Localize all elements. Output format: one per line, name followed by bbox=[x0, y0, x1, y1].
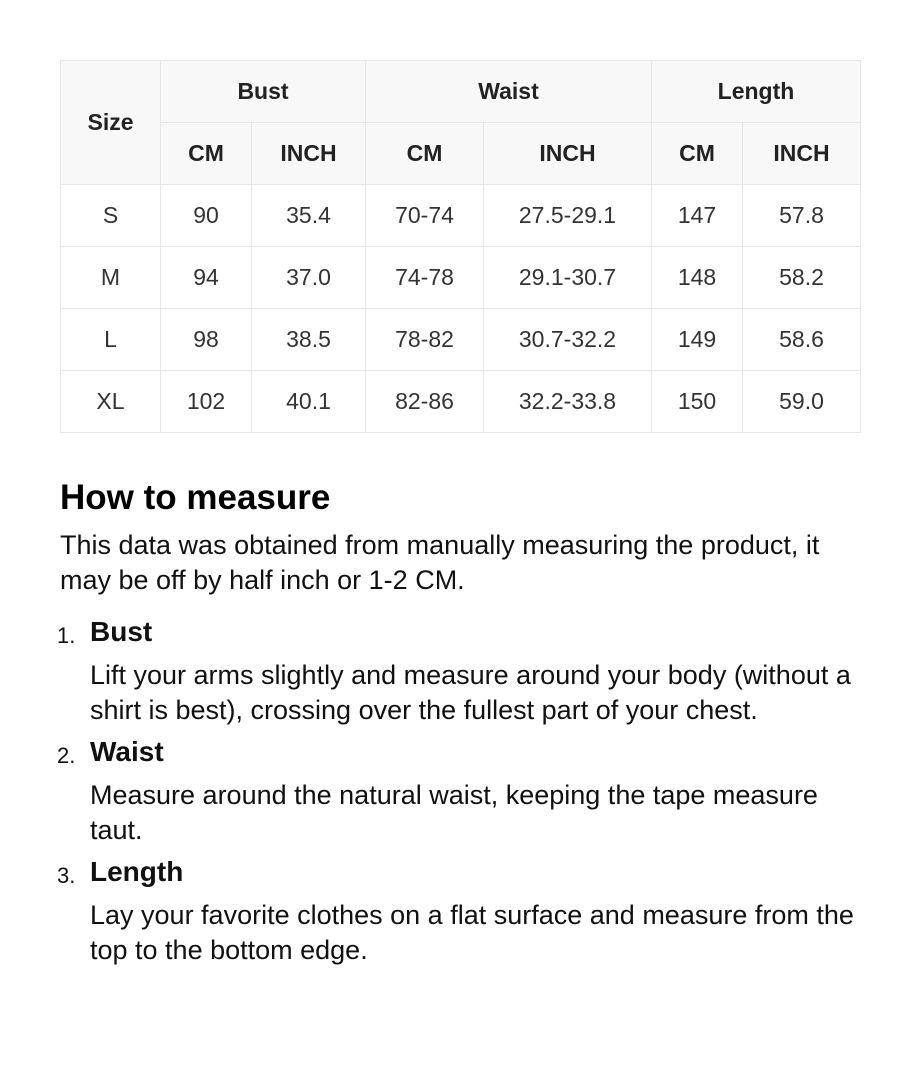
waist-inch-cell: 29.1-30.7 bbox=[484, 247, 652, 309]
table-header-row-groups bbox=[61, 61, 861, 123]
waist-cm-cell: 74-78 bbox=[366, 247, 484, 309]
header-length-inch: INCH bbox=[743, 123, 861, 185]
table-row bbox=[61, 309, 861, 371]
step-desc-waist: Measure around the natural waist, keeping the tape measure taut. bbox=[90, 780, 818, 845]
length-inch-cell: 58.2 bbox=[743, 247, 861, 309]
length-inch-cell: 59.0 bbox=[743, 371, 861, 433]
waist-cm-cell: 82-86 bbox=[366, 371, 484, 433]
bust-cm-cell: 90 bbox=[161, 185, 252, 247]
length-cm-cell: 148 bbox=[652, 247, 743, 309]
length-inch-cell: 58.6 bbox=[743, 309, 861, 371]
header-bust-cm: CM bbox=[161, 123, 252, 185]
step-desc-length: Lay your favorite clothes on a flat surface and measure from the top to the bottom edge. bbox=[90, 900, 854, 965]
measure-steps-list bbox=[57, 616, 870, 968]
length-cm-cell: 147 bbox=[652, 185, 743, 247]
bust-cm-cell: 94 bbox=[161, 247, 252, 309]
header-size: Size bbox=[61, 61, 161, 185]
list-item bbox=[57, 856, 870, 968]
how-to-measure-section bbox=[57, 476, 870, 976]
header-bust-inch: INCH bbox=[252, 123, 366, 185]
waist-inch-cell: 30.7-32.2 bbox=[484, 309, 652, 371]
bust-inch-cell: 38.5 bbox=[252, 309, 366, 371]
size-cell: S bbox=[61, 185, 161, 247]
bust-inch-cell: 37.0 bbox=[252, 247, 366, 309]
list-item bbox=[57, 736, 870, 848]
length-inch-cell: 57.8 bbox=[743, 185, 861, 247]
header-waist-cm: CM bbox=[366, 123, 484, 185]
size-chart-table bbox=[60, 60, 861, 433]
length-cm-cell: 149 bbox=[652, 309, 743, 371]
section-title: How to measure bbox=[60, 478, 331, 517]
table-row bbox=[61, 185, 861, 247]
step-title-length: Length bbox=[90, 856, 184, 887]
header-length: Length bbox=[652, 61, 861, 123]
waist-inch-cell: 32.2-33.8 bbox=[484, 371, 652, 433]
intro-text: This data was obtained from manually measuring the product, it may be off by half inch or 1-2 CM. bbox=[60, 530, 820, 595]
waist-cm-cell: 78-82 bbox=[366, 309, 484, 371]
length-cm-cell: 150 bbox=[652, 371, 743, 433]
step-desc-bust: Lift your arms slightly and measure around your body (without a shirt is best), crossing over the fullest part of your chest. bbox=[90, 660, 851, 725]
header-length-cm: CM bbox=[652, 123, 743, 185]
bust-inch-cell: 35.4 bbox=[252, 185, 366, 247]
table-header-row-units bbox=[61, 123, 861, 185]
table-row bbox=[61, 371, 861, 433]
bust-inch-cell: 40.1 bbox=[252, 371, 366, 433]
bust-cm-cell: 98 bbox=[161, 309, 252, 371]
step-number: 2. bbox=[57, 743, 76, 768]
header-bust: Bust bbox=[161, 61, 366, 123]
step-number: 1. bbox=[57, 623, 76, 648]
size-cell: M bbox=[61, 247, 161, 309]
waist-inch-cell: 27.5-29.1 bbox=[484, 185, 652, 247]
header-waist: Waist bbox=[366, 61, 652, 123]
step-title-waist: Waist bbox=[90, 736, 164, 767]
bust-cm-cell: 102 bbox=[161, 371, 252, 433]
list-item bbox=[57, 616, 870, 728]
size-cell: L bbox=[61, 309, 161, 371]
header-waist-inch: INCH bbox=[484, 123, 652, 185]
table-row bbox=[61, 247, 861, 309]
step-number: 3. bbox=[57, 863, 76, 888]
waist-cm-cell: 70-74 bbox=[366, 185, 484, 247]
step-title-bust: Bust bbox=[90, 616, 153, 647]
size-cell: XL bbox=[61, 371, 161, 433]
